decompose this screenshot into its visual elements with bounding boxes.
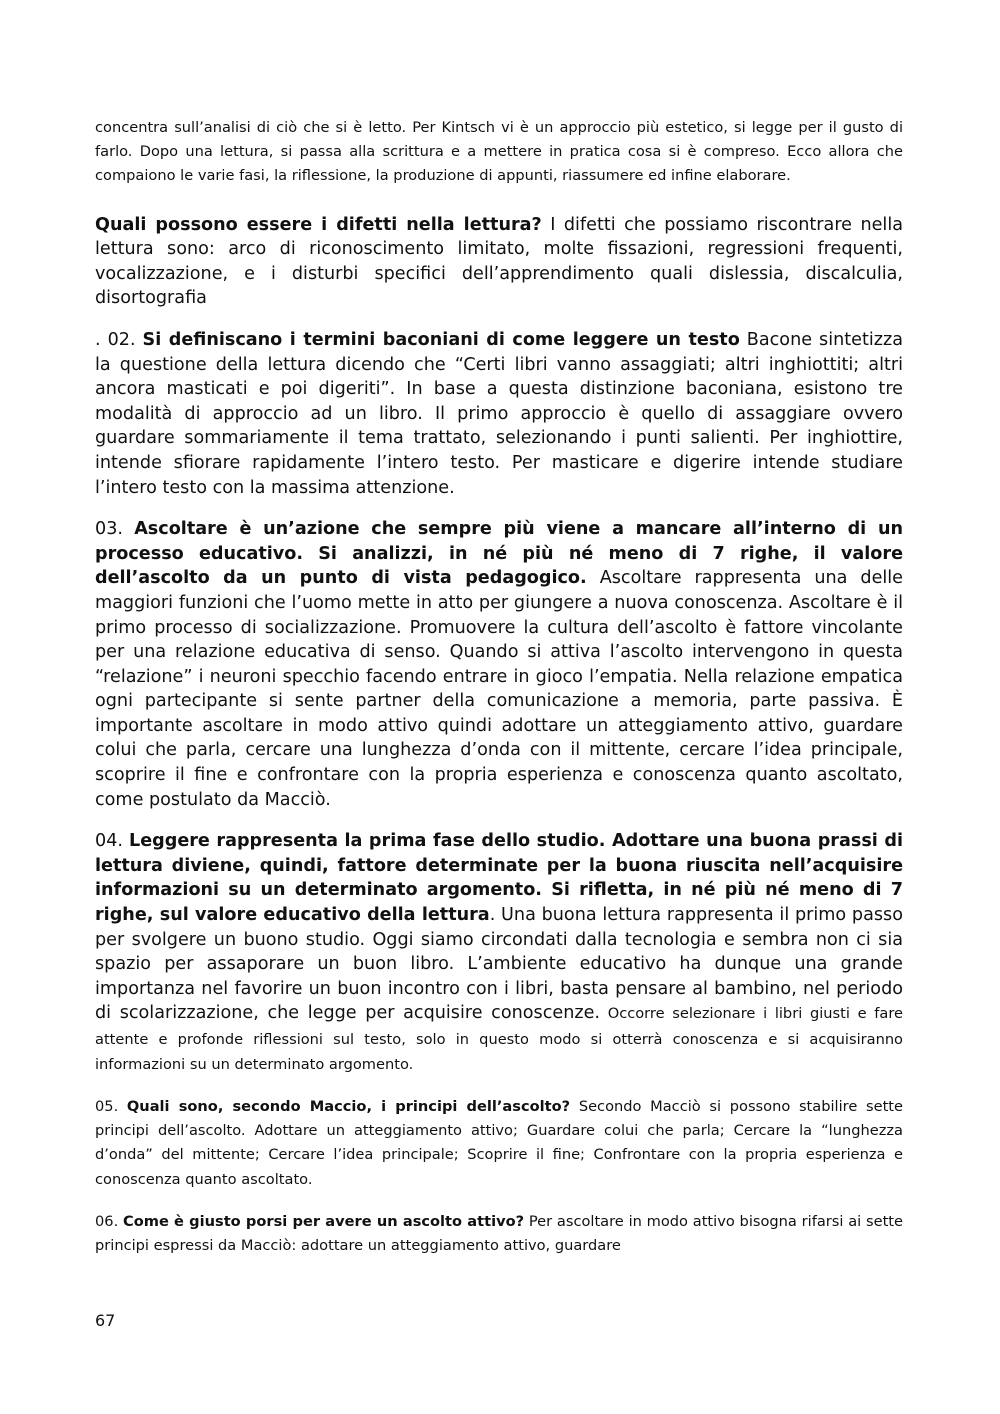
paragraph-question-04 <box>95 829 903 1077</box>
answer-text: Secondo Macciò si possono stabilire sette principi dell’ascolto. Adottare un atteggiamento attivo; Guardare colui che parla; Cercare la “lunghezza d’onda” del mittente; Cercare l’idea principale; Scoprire il fine; Confrontare con la propria esperienza e conoscenza quanto ascoltato. <box>95 1098 903 1188</box>
question-heading: Come è giusto porsi per avere un ascolto attivo? <box>123 1212 525 1230</box>
question-number: 04. <box>95 831 129 852</box>
paragraph-reading-defects <box>95 213 903 311</box>
paragraph-question-06 <box>95 1210 903 1258</box>
question-number: . 02. <box>95 329 143 350</box>
question-number: 06. <box>95 1212 123 1230</box>
question-heading: Si definiscano i termini baconiani di come leggere un testo <box>142 329 740 350</box>
paragraph-text: concentra sull’analisi di ciò che si è letto. Per Kintsch vi è un approccio più estetico, si legge per il gusto di farlo. Dopo una lettura, si passa alla scrittura e a mettere in pratica cosa si è compreso. Ecco allora che compaiono le varie fasi, la riflessione, la produzione di appunti, riassumere ed infine elaborare. <box>95 119 903 185</box>
question-number: 03. <box>95 519 135 540</box>
document-body <box>95 116 903 1258</box>
paragraph-question-03 <box>95 517 903 812</box>
answer-text: I difetti che possiamo riscontrare nella lettura sono: arco di riconoscimento limitato, molte fissazioni, regressioni frequenti, vocalizzazione, e i disturbi specifici dell’apprendimento quali dislessia, discalculia, disortografia <box>95 214 903 309</box>
question-heading: Ascoltare è un’azione che sempre più viene a mancare all’interno di un processo educativo. Si analizzi, in né più né meno di 7 righe, il valore dell’ascolto da un punto di vista pedagogico. <box>95 519 903 589</box>
paragraph-question-05 <box>95 1095 903 1192</box>
paragraph-question-02 <box>95 328 903 500</box>
answer-text: Ascoltare rappresenta una delle maggiori funzioni che l’uomo mette in atto per giungere a nuova conoscenza. Ascoltare è il primo processo di socializzazione. Promuovere la cultura dell’ascolto è fattore vincolante per una relazione educativa di senso. Quando si attiva l’ascolto intervengono in questa “relazione” i neuroni specchio facendo entrare in gioco l’empatia. Nella relazione empatica ogni partecipante si sente partner della comunicazione a memoria, parte passiva. È importante ascoltare in modo attivo quindi adottare un atteggiamento attivo, guardare colui che parla, cercare una lunghezza d’onda con il mittente, cercare l’idea principale, scoprire il fine e confrontare con la propria esperienza e conoscenza quanto ascoltato, come postulato da Macciò. <box>95 568 903 810</box>
answer-text-continued: Occorre selezionare i libri giusti e fare attente e profonde riflessioni sul testo, solo in questo modo si otterrà conoscenza e si acquisiranno informazioni su un determinato argomento. <box>95 1005 904 1073</box>
question-heading: Quali possono essere i difetti nella lettura? <box>95 214 542 235</box>
question-number: 05. <box>95 1098 127 1116</box>
answer-text: Bacone sintetizza la questione della lettura dicendo che “Certi libri vanno assaggiati; altri inghiottiti; altri ancora masticati e poi digeriti”. In base a questa distinzione baconiana, esistono tre modalità di approccio ad un libro. Il primo approccio è quello di assaggiare ovvero guardare sommariamente il tema trattato, selezionando i punti salienti. Per inghiottire, intende sfiorare rapidamente l’intero testo. Per masticare e digerire intende studiare l’intero testo con la massima attenzione. <box>95 329 903 498</box>
answer-text: . Una buona lettura rappresenta il primo passo per svolgere un buono studio. Oggi siamo circondati dalla tecnologia e sembra non ci sia spazio per assaporare un buon libro. L’ambiente educativo ha dunque una grande importanza nel favorire un buon incontro con i libri, basta pensare al bambino, nel periodo di scolarizzazione, che legge per acquisire conoscenze. <box>95 905 903 1024</box>
page-number: 67 <box>95 1311 116 1330</box>
question-heading: Leggere rappresenta la prima fase dello studio. Adottare una buona prassi di lettura diviene, quindi, fattore determinate per la buona riuscita nell’acquisire informazioni su un determinato argomento. Si rifletta, in né più né meno di 7 righe, sul valore educativo della lettura <box>95 831 903 926</box>
answer-text: Per ascoltare in modo attivo bisogna rifarsi ai sette principi espressi da Macciò: adottare un atteggiamento attivo, guardare <box>95 1212 903 1255</box>
paragraph-kintsch <box>95 116 903 189</box>
question-heading: Quali sono, secondo Maccio, i principi dell’ascolto? <box>126 1098 571 1116</box>
